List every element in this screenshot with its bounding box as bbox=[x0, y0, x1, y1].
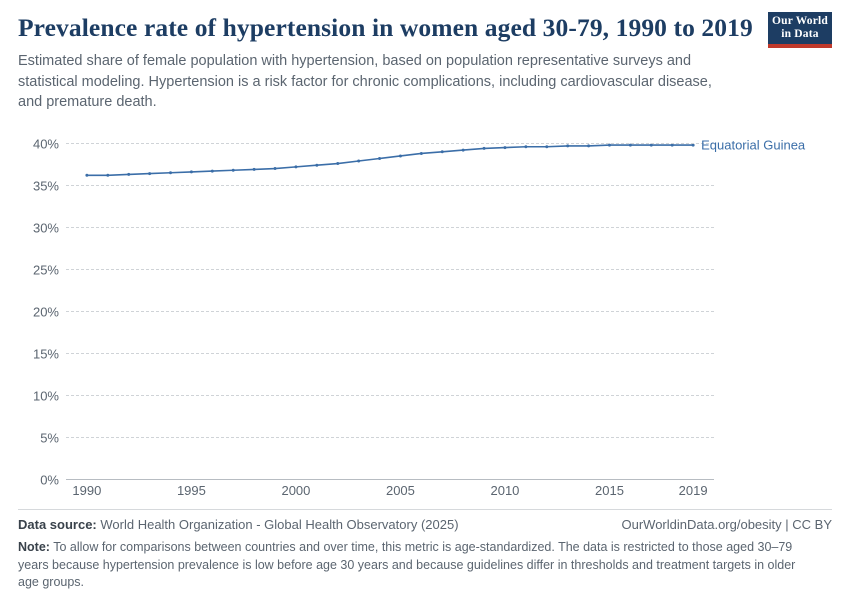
x-axis-tick-label: 2019 bbox=[678, 482, 708, 498]
gridline bbox=[32, 178, 714, 194]
gridline bbox=[32, 136, 714, 152]
chart-footer bbox=[18, 509, 832, 592]
gridline bbox=[32, 346, 714, 362]
gridline bbox=[40, 472, 714, 488]
gridline bbox=[40, 430, 714, 446]
series-line-equatorial-guinea bbox=[66, 135, 714, 479]
y-axis-tick-label: 10% bbox=[32, 388, 59, 404]
y-axis-tick-label: 30% bbox=[32, 220, 59, 236]
logo-line-1: Our World bbox=[771, 15, 828, 27]
chart-header bbox=[18, 14, 832, 113]
gridline bbox=[32, 388, 714, 404]
x-axis-tick-label: 1995 bbox=[176, 482, 206, 498]
owid-logo[interactable] bbox=[768, 12, 832, 48]
logo-line-2: in Data bbox=[781, 27, 819, 40]
x-axis-tick-label: 2015 bbox=[595, 482, 624, 498]
gridline bbox=[32, 262, 714, 278]
y-axis-tick-label: 40% bbox=[32, 136, 59, 152]
chart-area[interactable] bbox=[18, 127, 832, 507]
y-axis-tick-label: 0% bbox=[40, 472, 59, 488]
gridline bbox=[32, 304, 714, 320]
chart-note bbox=[18, 539, 818, 592]
y-axis-tick-label: 15% bbox=[32, 346, 59, 362]
gridline bbox=[32, 220, 714, 236]
series-label-equatorial-guinea[interactable]: Equatorial Guinea bbox=[701, 137, 806, 153]
note-label: Note: bbox=[18, 539, 50, 554]
y-axis-tick-label: 20% bbox=[32, 304, 59, 320]
y-axis-tick-label: 35% bbox=[32, 178, 59, 194]
plot-region[interactable] bbox=[32, 135, 806, 488]
data-source bbox=[18, 517, 459, 532]
data-source-text: World Health Organization - Global Health Observatory (2025) bbox=[100, 516, 459, 532]
x-axis bbox=[66, 483, 714, 503]
y-axis-tick-label: 25% bbox=[32, 262, 59, 278]
data-source-label: Data source: bbox=[18, 516, 97, 532]
x-axis-tick-label: 2000 bbox=[281, 482, 311, 498]
y-axis-tick-label: 5% bbox=[40, 430, 59, 446]
x-axis-tick-label: 1990 bbox=[72, 482, 102, 498]
page-title: Prevalence rate of hypertension in women aged 30-79, 1990 to 2019 bbox=[18, 13, 753, 42]
source-row bbox=[18, 517, 832, 532]
footer-divider bbox=[18, 509, 832, 510]
owid-attribution[interactable]: OurWorldinData.org/obesity | CC BY bbox=[621, 516, 832, 532]
x-axis-tick-label: 2005 bbox=[385, 482, 415, 498]
x-axis-tick-label: 2010 bbox=[490, 482, 520, 498]
note-text: To allow for comparisons between countries and over time, this metric is age-standardized. The data is restricted to those aged 30–79 years because hypertension prevalence is low before age 30 years and because guidelines differ in thresholds and treatment targets in older age groups. bbox=[18, 539, 796, 590]
chart-subtitle: Estimated share of female population with hypertension, based on population representative surveys and statistical modeling. Hypertension is a risk factor for chronic complications, including cardiovascular disease, and premature death. bbox=[18, 53, 712, 111]
